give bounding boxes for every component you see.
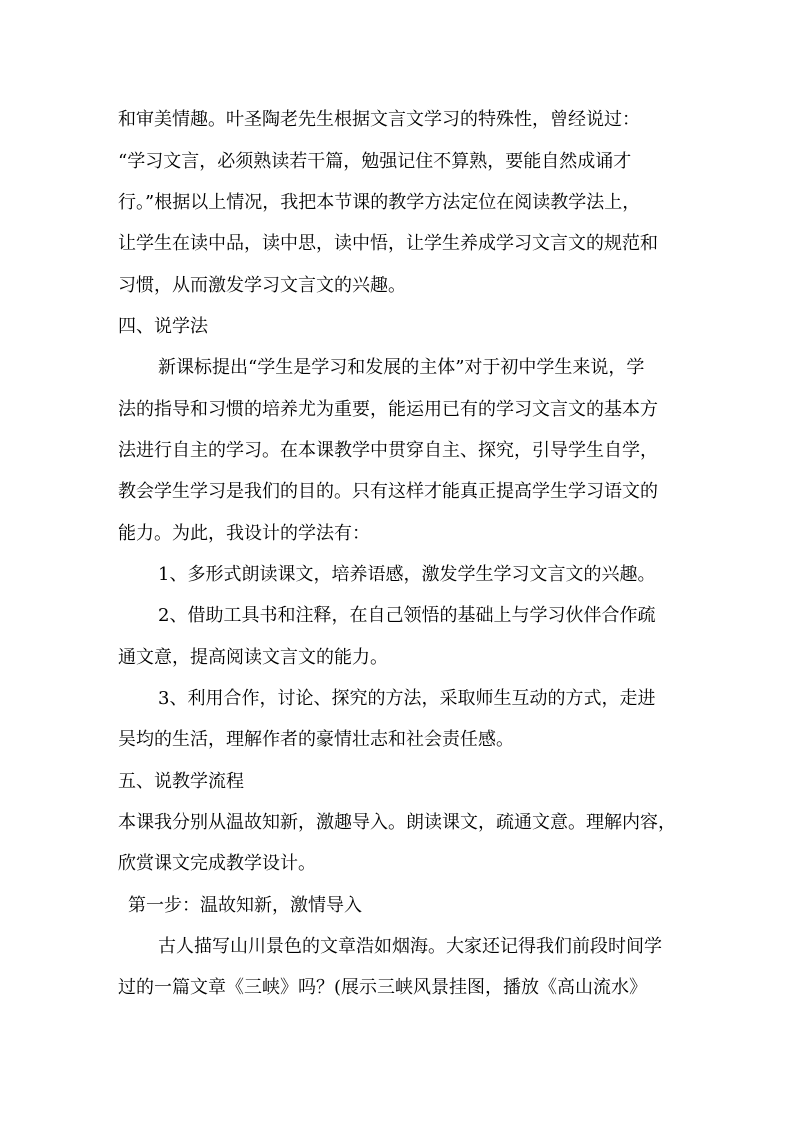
paragraph-line: 和审美情趣。叶圣陶老先生根据文言文学习的特殊性，曾经说过： (118, 109, 640, 130)
paragraph-line: 行。”根据以上情况，我把本节课的教学方法定位在阅读教学法上， (118, 192, 641, 213)
paragraph-line: 教会学生学习是我们的目的。只有这样才能真正提高学生学习语文的 (118, 481, 658, 502)
list-item: 2、借助工具书和注释，在自己领悟的基础上与学习伙伴合作疏 (158, 605, 656, 626)
section-heading: 四、说学法 (118, 316, 208, 337)
paragraph-line: 过的一篇文章《三峡》吗？(展示三峡风景挂图，播放《高山流水》 (118, 977, 648, 998)
paragraph-line: 新课标提出“学生是学习和发展的主体”对于初中学生来说，学 (158, 357, 645, 378)
subsection-heading: 第一步：温故知新，激情导入 (128, 895, 362, 916)
paragraph-line: 法的指导和习惯的培养尤为重要，能运用已有的学习文言文的基本方 (118, 399, 658, 420)
paragraph-line: 法进行自主的学习。在本课教学中贯穿自主、探究，引导学生自学， (118, 440, 658, 461)
paragraph-line: 吴均的生活，理解作者的豪情壮志和社会责任感。 (118, 729, 514, 750)
list-item: 1、多形式朗读课文，培养语感，激发学生学习文言文的兴趣。 (158, 564, 656, 585)
list-item: 3、利用合作，讨论、探究的方法，采取师生互动的方式，走进 (158, 688, 656, 709)
paragraph-line: 古人描写山川景色的文章浩如烟海。大家还记得我们前段时间学 (158, 936, 662, 957)
paragraph-line: “学习文言，必须熟读若干篇，勉强记住不算熟，要能自然成诵才 (118, 151, 632, 172)
paragraph-line: 通文意，提高阅读文言文的能力。 (118, 647, 388, 668)
paragraph-line: 习惯，从而激发学习文言文的兴趣。 (118, 275, 406, 296)
section-heading: 五、说教学流程 (118, 771, 244, 792)
paragraph-line: 欣赏课文完成教学设计。 (118, 853, 316, 874)
paragraph-line: 让学生在读中品，读中思，读中悟，让学生养成学习文言文的规范和 (118, 233, 658, 254)
paragraph-line: 本课我分别从温故知新，激趣导入。朗读课文，疏通文意。理解内容， (118, 812, 676, 833)
paragraph-line: 能力。为此，我设计的学法有： (118, 523, 370, 544)
